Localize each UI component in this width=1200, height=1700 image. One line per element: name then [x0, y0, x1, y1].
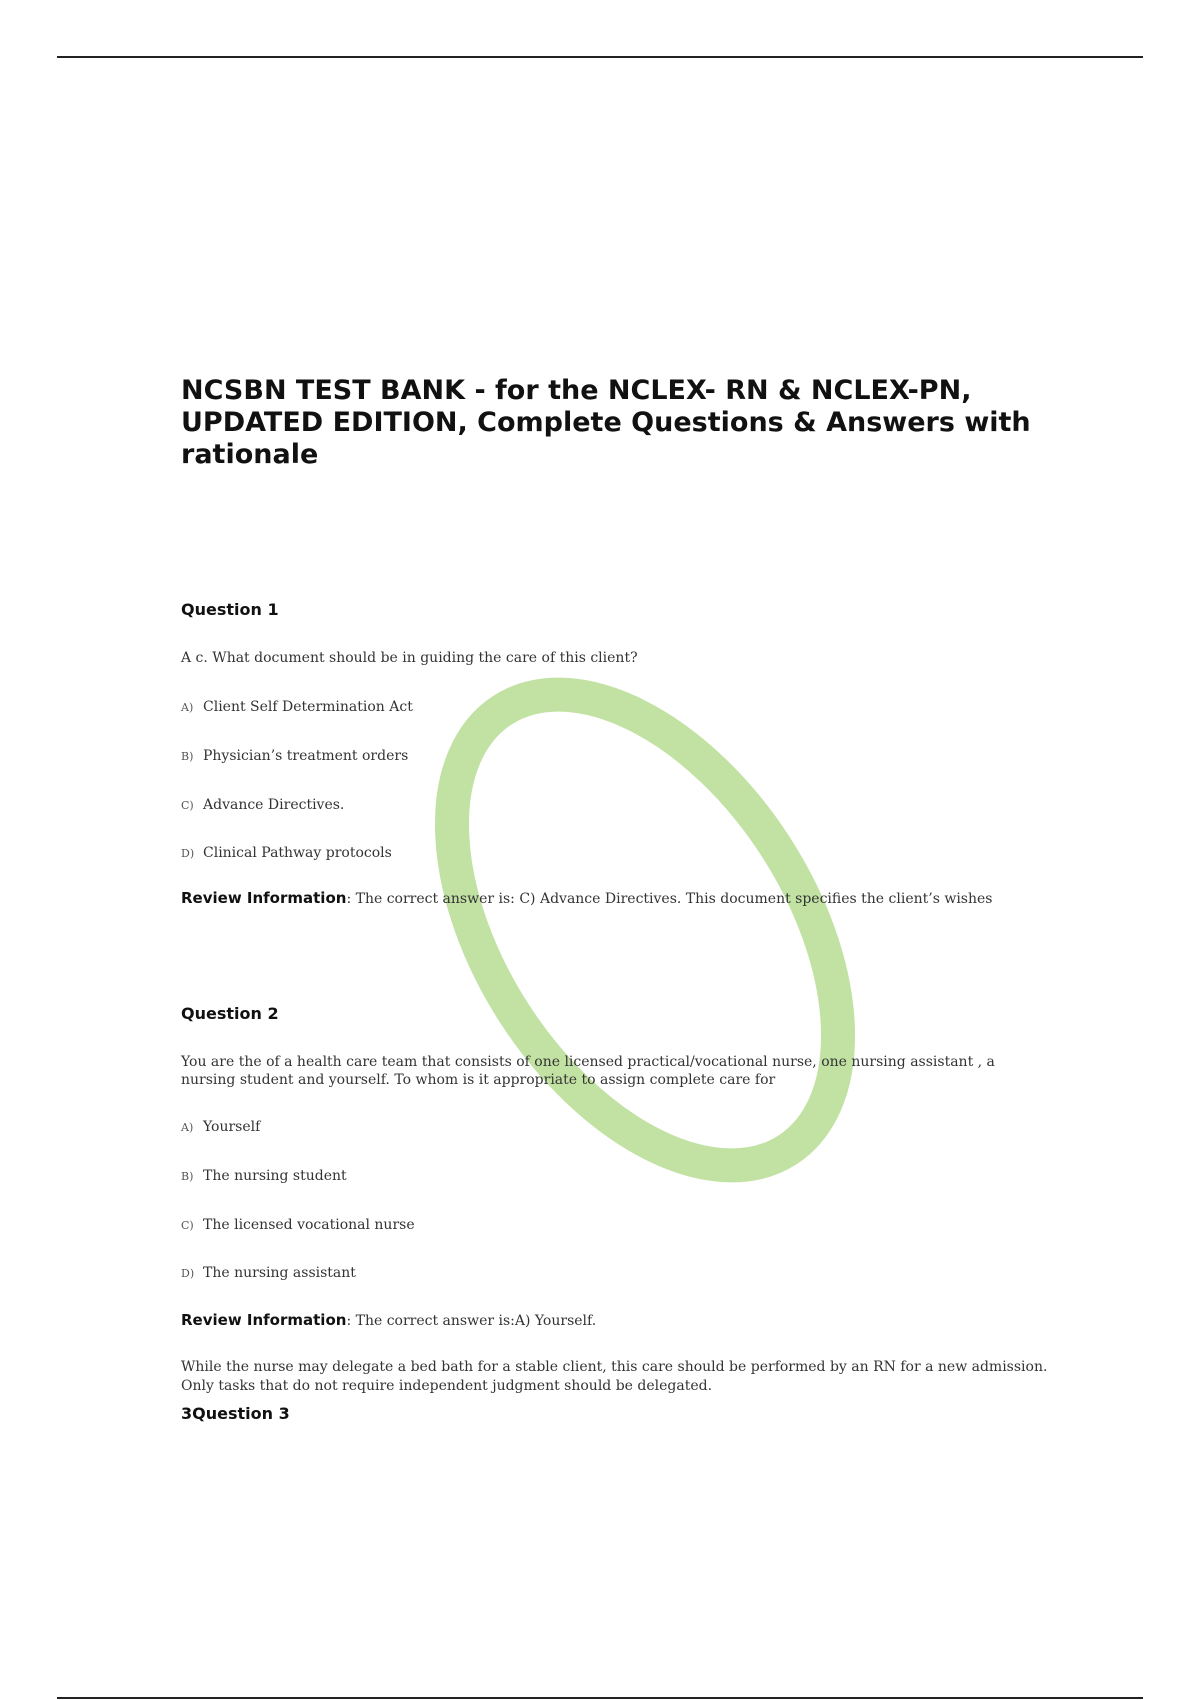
watermark-ring-icon: [395, 670, 895, 1190]
option-letter: A): [181, 1121, 194, 1134]
question-1: [181, 600, 1061, 907]
option-text: Yourself: [203, 1119, 261, 1135]
option-text: Client Self Determination Act: [203, 699, 413, 715]
question-heading: Question 2: [181, 1004, 279, 1023]
option-b: [181, 1167, 347, 1186]
review-text: : The correct answer is: C) Advance Directives. This document specifies the client’s wishes: [346, 891, 993, 907]
option-letter: C): [181, 1219, 194, 1232]
option-letter: D): [181, 847, 195, 860]
option-c: [181, 796, 344, 815]
option-letter: C): [181, 799, 194, 812]
question-2: [181, 1004, 1061, 1394]
review-text: : The correct answer is:A) Yourself.: [346, 1313, 597, 1329]
option-text: Clinical Pathway protocols: [203, 845, 392, 861]
bottom-rule: [57, 1697, 1143, 1699]
option-a: [181, 1118, 260, 1137]
option-a: [181, 698, 413, 717]
question-text: A c. What document should be in guiding the care of this client?: [181, 650, 638, 666]
question-heading: Question 1: [181, 600, 279, 619]
option-text: The nursing student: [203, 1168, 347, 1184]
review-information: [181, 1311, 1051, 1331]
rationale-text: While the nurse may delegate a bed bath for a stable client, this care should be performed by an RN for a new admission. Only tasks that do not require independent judgment should be delegated.: [181, 1359, 1048, 1394]
question-text: You are the of a health care team that consists of one licensed practical/vocational nurse, one nursing assistant , a nursing student and yourself. To whom is it appropriate to assign complete care for: [181, 1054, 995, 1088]
option-text: Physician’s treatment orders: [203, 748, 409, 764]
review-label: Review Information: [181, 1311, 347, 1329]
document-title: NCSBN TEST BANK - for the NCLEX- RN & NCLEX-PN, UPDATED EDITION, Complete Questions & Answers with rationale: [181, 375, 1031, 470]
option-c: [181, 1216, 415, 1235]
option-b: [181, 747, 408, 766]
question-3: [181, 1404, 1061, 1424]
option-text: The licensed vocational nurse: [203, 1217, 415, 1233]
option-letter: D): [181, 1267, 195, 1280]
option-letter: A): [181, 701, 194, 714]
top-rule: [57, 56, 1143, 58]
question-heading: 3Question 3: [181, 1404, 290, 1423]
option-d: [181, 1264, 356, 1283]
option-text: The nursing assistant: [203, 1265, 356, 1281]
review-information: [181, 889, 1051, 909]
review-label: Review Information: [181, 889, 347, 907]
option-d: [181, 844, 392, 863]
option-letter: B): [181, 750, 194, 763]
option-letter: B): [181, 1170, 194, 1183]
option-text: Advance Directives.: [203, 797, 345, 813]
document-body: [181, 375, 1061, 1423]
